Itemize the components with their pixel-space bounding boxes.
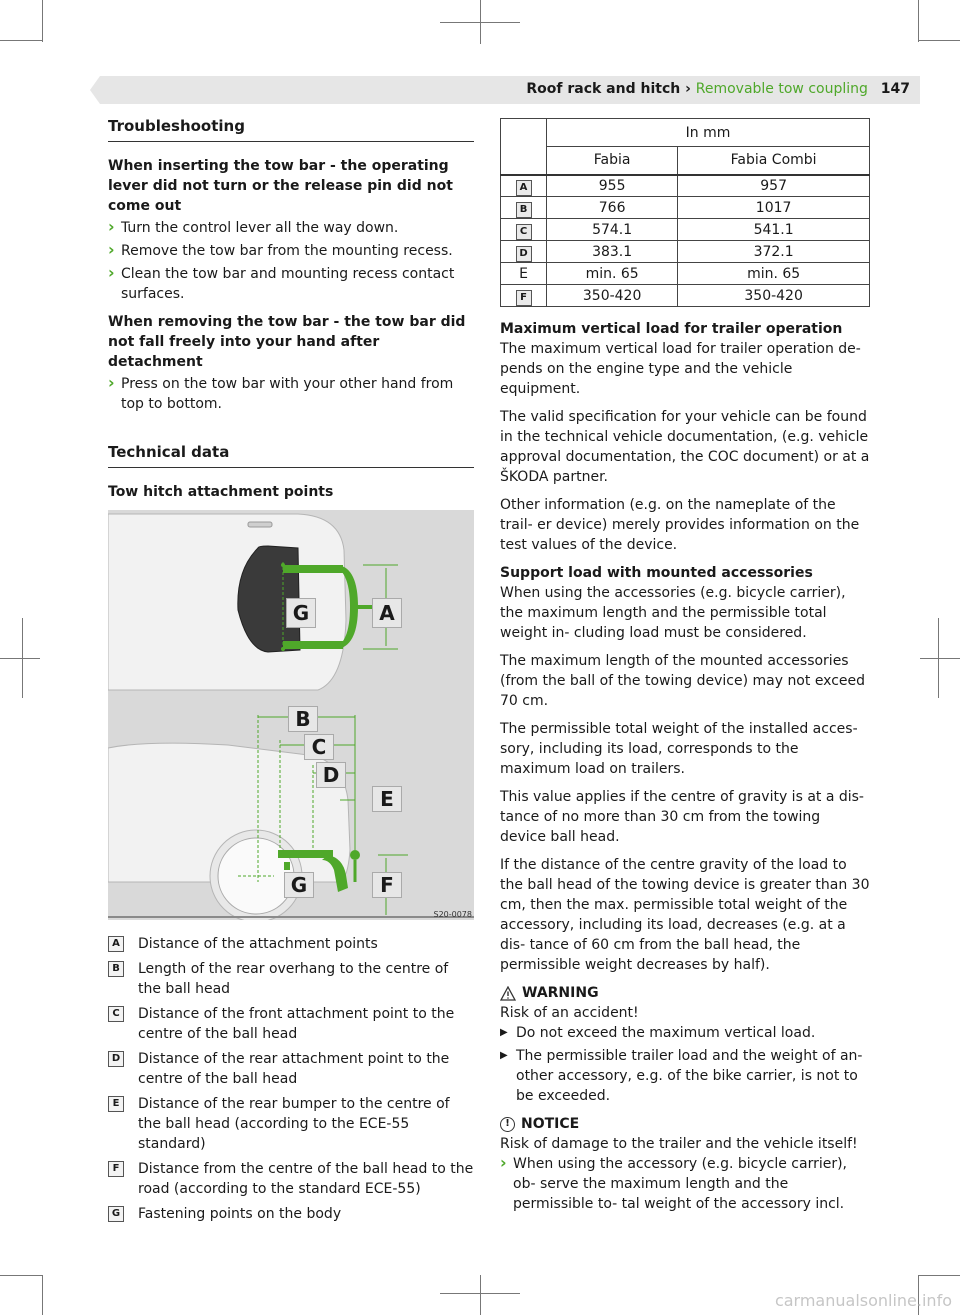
crop-mark bbox=[480, 1275, 481, 1315]
tow-hitch-figure bbox=[108, 510, 474, 920]
info-circle-icon: ! bbox=[500, 1117, 515, 1132]
case1-step: › Remove the tow bar from the mounting recess. bbox=[108, 241, 474, 261]
table-cell: 372.1 bbox=[678, 241, 870, 263]
figure-label-a: A bbox=[372, 598, 402, 628]
crop-mark bbox=[920, 658, 960, 659]
table-row bbox=[501, 285, 870, 307]
crop-mark bbox=[938, 618, 939, 698]
table-col-fabia-combi: Fabia Combi bbox=[678, 147, 870, 175]
legend-text: Distance of the attachment points bbox=[138, 936, 378, 952]
paragraph: The maximum length of the mounted accessories (from the ball of the towing device) may not exceed 70 cm. bbox=[500, 653, 866, 709]
legend-key: C bbox=[108, 1006, 124, 1022]
legend-key: A bbox=[108, 936, 124, 952]
figure-label-f: F bbox=[372, 872, 402, 898]
table-row bbox=[501, 263, 870, 285]
crop-mark bbox=[918, 0, 919, 42]
warning-heading bbox=[500, 983, 870, 1003]
table-cell: 957 bbox=[678, 175, 870, 197]
legend-text: Distance from the centre of the ball head to the road (according to the standard ECE-55) bbox=[138, 1161, 474, 1197]
header-separator: › bbox=[685, 81, 691, 97]
header-section: Roof rack and hitch bbox=[526, 81, 681, 97]
max-load-title: Maximum vertical load for trailer operation bbox=[500, 321, 843, 337]
attachment-point bbox=[281, 563, 285, 567]
paragraph: This value applies if the centre of gravity is at a dis- tance of no more than 30 cm from the towing device ball head. bbox=[500, 789, 864, 845]
figure-label-b: B bbox=[288, 706, 318, 732]
figure-label-d: D bbox=[316, 762, 346, 788]
row-key: D bbox=[516, 246, 532, 262]
figure-label-g-bottom: G bbox=[284, 872, 314, 898]
legend-item bbox=[108, 1004, 474, 1044]
legend-key: B bbox=[108, 961, 124, 977]
technical-data-heading: Technical data bbox=[108, 442, 474, 468]
table-cell: 350-420 bbox=[547, 285, 678, 307]
right-column bbox=[500, 118, 870, 1217]
crop-mark bbox=[22, 618, 23, 698]
table-cell: min. 65 bbox=[547, 263, 678, 285]
table-row bbox=[501, 197, 870, 219]
crop-mark bbox=[0, 658, 40, 659]
crop-mark bbox=[0, 1275, 42, 1276]
roof-detail bbox=[248, 522, 272, 527]
legend-key: F bbox=[108, 1161, 124, 1177]
legend-text: Distance of the rear attachment point to the centre of the ball head bbox=[138, 1051, 450, 1087]
paragraph: Other information (e.g. on the nameplate of the trail- er device) merely provides information on the test values of the device. bbox=[500, 497, 860, 553]
warning-triangle-icon bbox=[500, 986, 516, 1001]
crop-mark bbox=[480, 0, 481, 44]
troubleshooting-heading: Troubleshooting bbox=[108, 116, 474, 142]
legend-text: Length of the rear overhang to the centre of the ball head bbox=[138, 961, 449, 997]
table-row bbox=[501, 219, 870, 241]
table-cell: 1017 bbox=[678, 197, 870, 219]
case2-step: › Press on the tow bar with your other hand from top to bottom. bbox=[108, 374, 474, 414]
row-key: C bbox=[516, 224, 532, 240]
table-unit-header: In mm bbox=[547, 119, 870, 147]
page-number: 147 bbox=[880, 81, 910, 97]
figure-label-e: E bbox=[372, 786, 402, 812]
support-load-text: When using the accessories (e.g. bicycle carrier), the maximum length and the permissible total weight in- cluding load must be considered. bbox=[500, 585, 846, 641]
warning-item: ▶ Do not exceed the maximum vertical load. bbox=[500, 1023, 870, 1043]
legend-key: D bbox=[108, 1051, 124, 1067]
top-mount-bracket bbox=[283, 565, 343, 573]
top-mount-bracket bbox=[283, 641, 343, 649]
table-key-cell bbox=[501, 197, 547, 219]
dimensions-table bbox=[500, 118, 870, 307]
side-ball-head bbox=[350, 850, 360, 860]
legend-item bbox=[108, 1049, 474, 1089]
support-load-title: Support load with mounted accessories bbox=[500, 565, 813, 581]
legend-item bbox=[108, 934, 474, 954]
table-key-cell bbox=[501, 285, 547, 307]
side-mount-bracket bbox=[278, 850, 333, 858]
crop-mark bbox=[918, 40, 960, 41]
table-key-cell bbox=[501, 241, 547, 263]
crop-mark bbox=[918, 1275, 960, 1276]
table-cell: 955 bbox=[547, 175, 678, 197]
attachment-point bbox=[281, 647, 285, 651]
watermark: carmanualsonline.info bbox=[774, 1291, 952, 1310]
crop-mark bbox=[0, 40, 42, 41]
header-subsection-link[interactable]: Removable tow coupling bbox=[695, 81, 868, 97]
tow-hitch-subheading: Tow hitch attachment points bbox=[108, 484, 334, 500]
legend-item bbox=[108, 1159, 474, 1199]
table-cell: 350-420 bbox=[678, 285, 870, 307]
legend-item bbox=[108, 1204, 474, 1224]
legend-item bbox=[108, 1094, 474, 1154]
crop-mark bbox=[42, 1275, 43, 1315]
table-key-cell bbox=[501, 175, 547, 197]
row-key: F bbox=[516, 290, 532, 306]
notice-heading bbox=[500, 1114, 870, 1134]
case1-step: › Clean the tow bar and mounting recess contact surfaces. bbox=[108, 264, 474, 304]
case2-title: When removing the tow bar - the tow bar did not fall freely into your hand after detachment bbox=[108, 314, 466, 370]
paragraph: The permissible total weight of the installed acces- sory, including its load, corresponds to the maximum load on trailers. bbox=[500, 721, 858, 777]
case1-title: When inserting the tow bar - the operating lever did not turn or the release pin did not come out bbox=[108, 158, 453, 214]
table-corner-cell bbox=[501, 119, 547, 175]
figure-label-c: C bbox=[304, 734, 334, 760]
notice-item: › When using the accessory (e.g. bicycle carrier), ob- serve the maximum length and the permissible to- tal weight of the accessory incl. bbox=[500, 1154, 870, 1214]
table-cell: 766 bbox=[547, 197, 678, 219]
table-row bbox=[501, 175, 870, 197]
table-header-row bbox=[501, 119, 870, 147]
table-cell: 541.1 bbox=[678, 219, 870, 241]
left-column bbox=[108, 116, 474, 1229]
notice-title: NOTICE bbox=[521, 1116, 580, 1132]
warning-title: WARNING bbox=[522, 985, 599, 1001]
side-socket bbox=[284, 862, 290, 870]
row-key: E bbox=[501, 263, 547, 285]
row-key: B bbox=[516, 202, 532, 218]
table-key-cell bbox=[501, 219, 547, 241]
figure-code: S20-0078 bbox=[433, 910, 472, 919]
table-col-fabia: Fabia bbox=[547, 147, 678, 175]
legend-text: Distance of the rear bumper to the centre of the ball head (according to the ECE-55 standard) bbox=[138, 1096, 450, 1152]
figure-legend bbox=[108, 934, 474, 1224]
legend-text: Fastening points on the body bbox=[138, 1206, 342, 1222]
max-load-text: The maximum vertical load for trailer operation de- pends on the engine type and the vehicle equipment. bbox=[500, 341, 861, 397]
table-row bbox=[501, 241, 870, 263]
legend-item bbox=[108, 959, 474, 999]
paragraph: If the distance of the centre gravity of the load to the ball head of the towing device is greater than 30 cm, then the max. permissible total weight of the accessory, including its load, decreases (e.g. at a dis- tance of 60 cm from the ball head, the permissible weight decreases by half). bbox=[500, 857, 870, 973]
case1-step: › Turn the control lever all the way down. bbox=[108, 218, 474, 238]
crop-mark bbox=[42, 0, 43, 42]
legend-key: E bbox=[108, 1096, 124, 1112]
table-col-header-row bbox=[501, 147, 870, 175]
row-key: A bbox=[516, 180, 532, 196]
table-cell: min. 65 bbox=[678, 263, 870, 285]
legend-text: Distance of the front attachment point to the centre of the ball head bbox=[138, 1006, 455, 1042]
figure-label-g-top: G bbox=[286, 598, 316, 628]
paragraph: The valid specification for your vehicle can be found in the technical vehicle documentation, (e.g. vehicle approval documentation, the COC document) or at a ŠKODA partner. bbox=[500, 409, 870, 485]
table-cell: 574.1 bbox=[547, 219, 678, 241]
warning-item: ▶ The permissible trailer load and the weight of an- other accessory, e.g. of the bike carrier, is not to be exceeded. bbox=[500, 1046, 870, 1106]
running-header bbox=[526, 79, 910, 99]
warning-text: Risk of an accident! bbox=[500, 1005, 639, 1021]
legend-key: G bbox=[108, 1206, 124, 1222]
notice-text: Risk of damage to the trailer and the vehicle itself! bbox=[500, 1136, 858, 1152]
table-cell: 383.1 bbox=[547, 241, 678, 263]
